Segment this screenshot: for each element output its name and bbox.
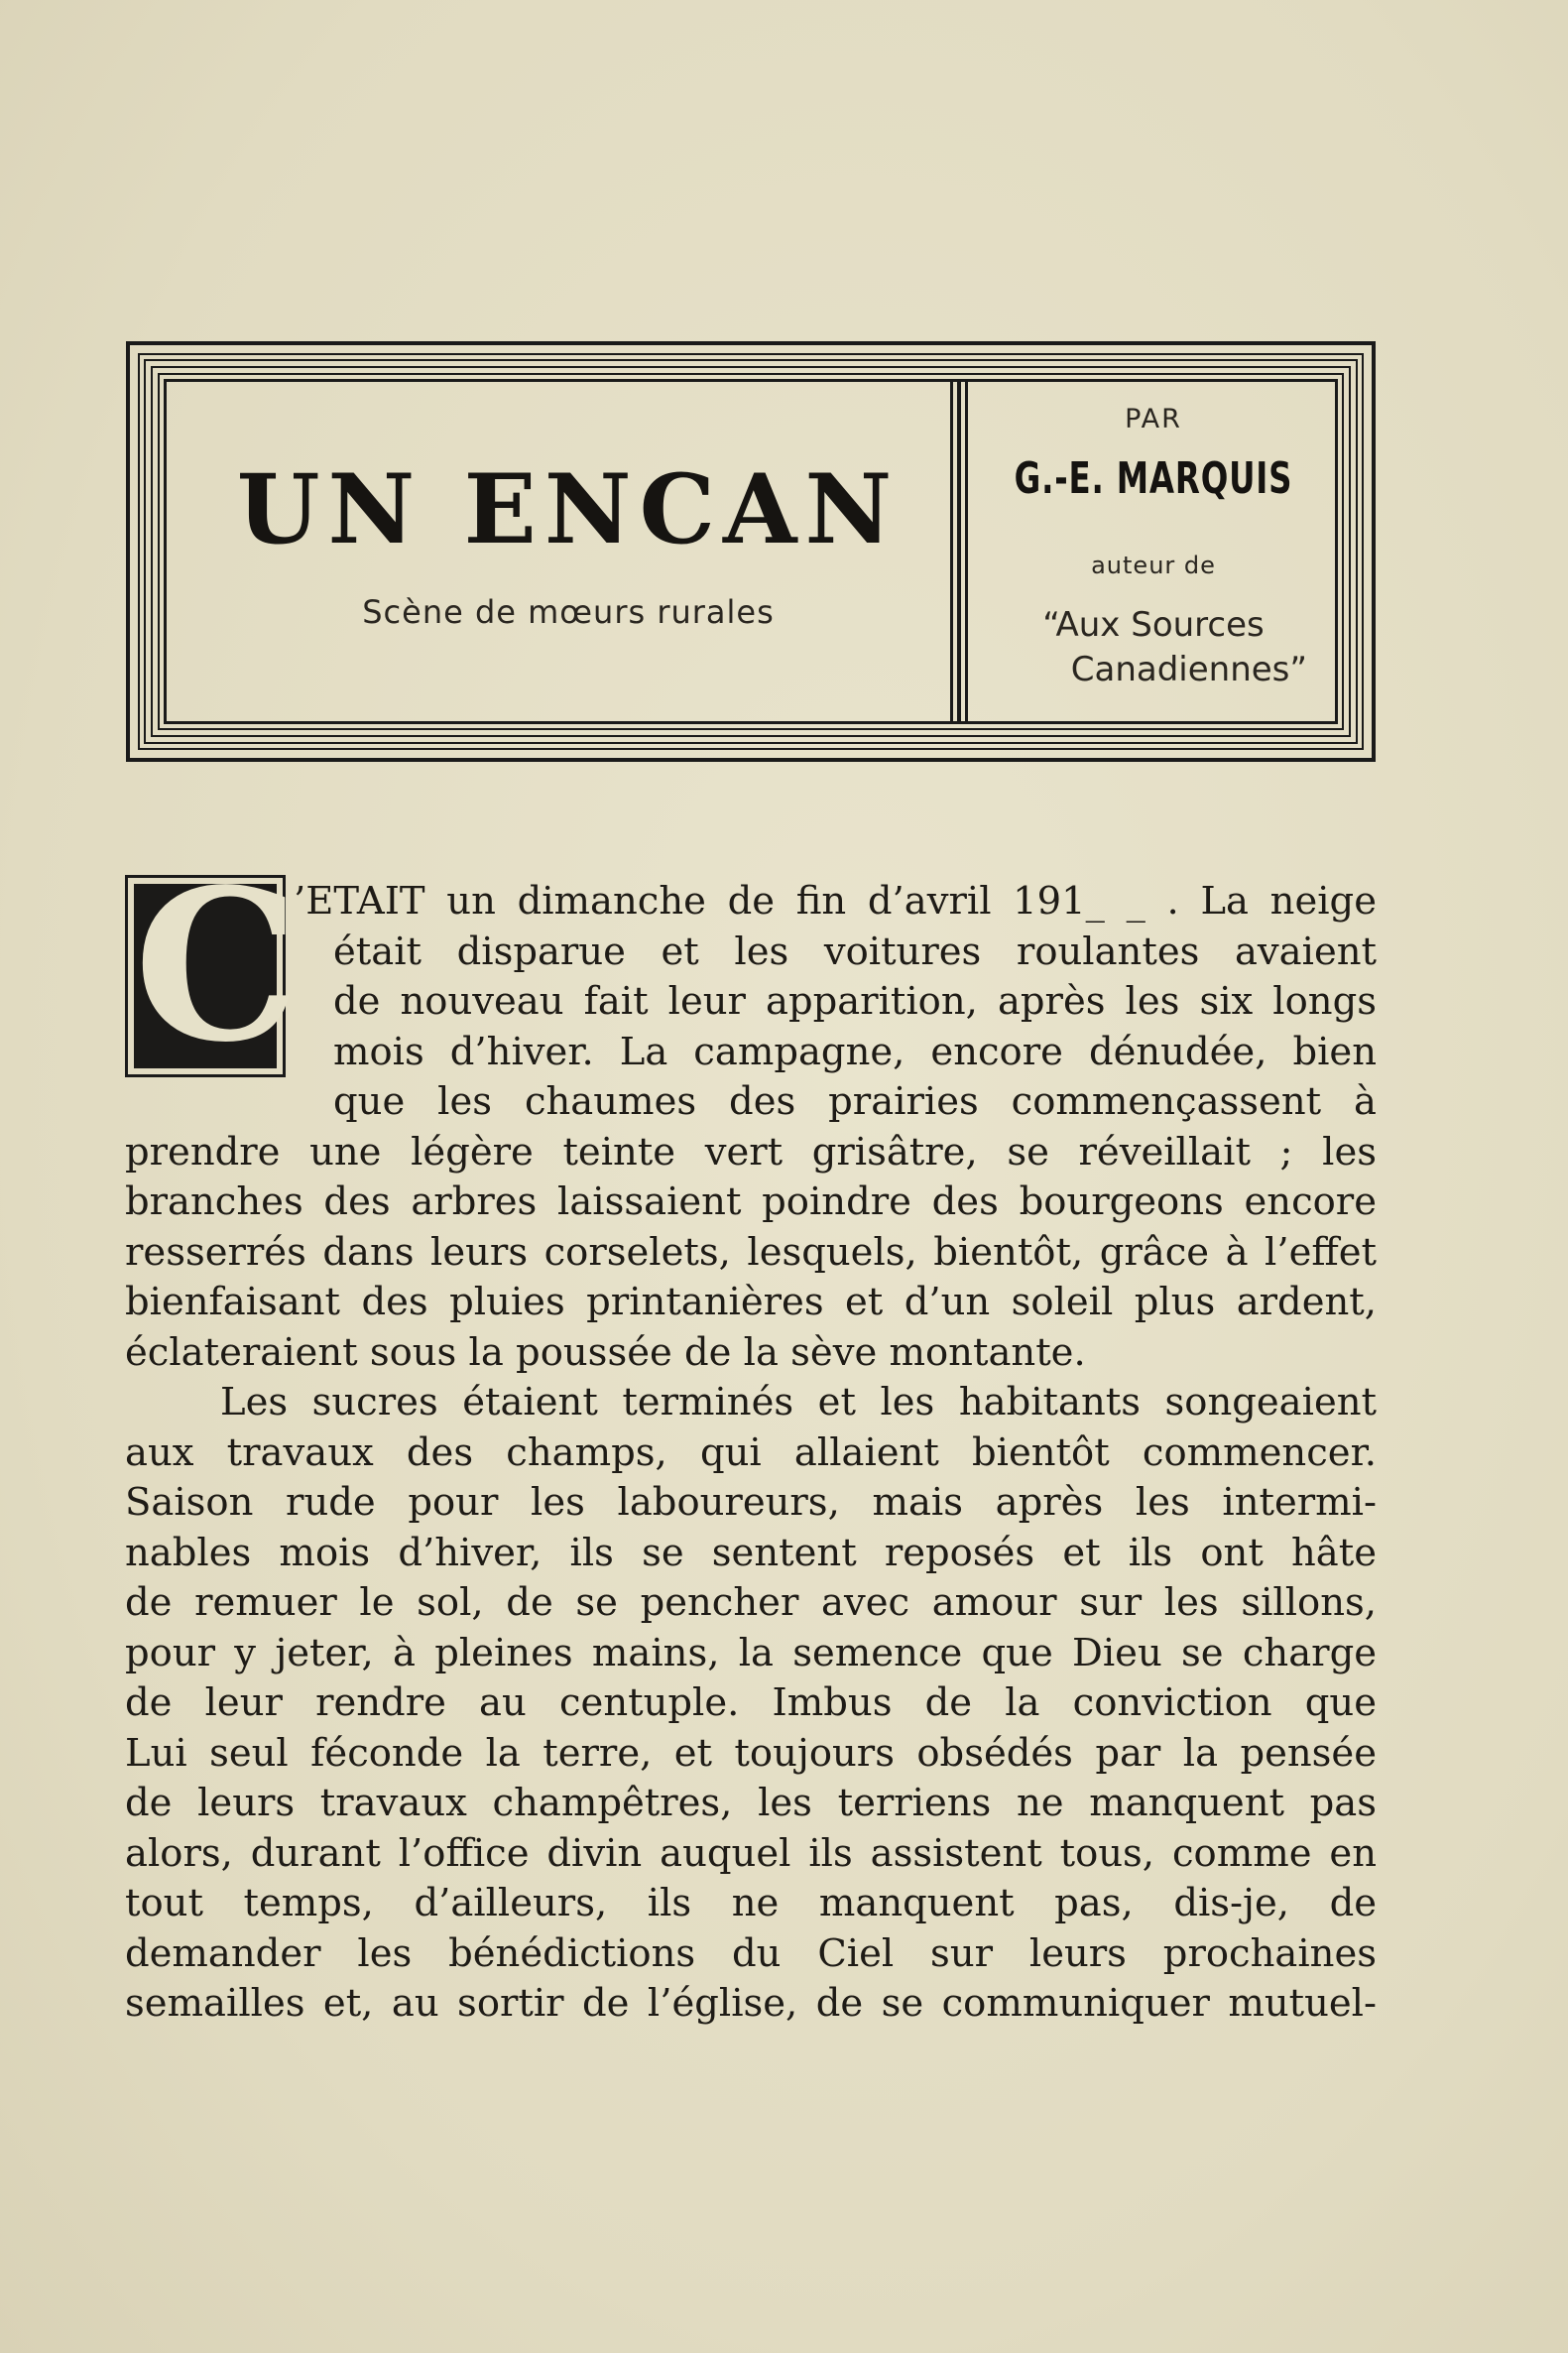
text-line: branches des arbres laissaient poindre des bourgeons encore bbox=[125, 1179, 1377, 1224]
text-line: nables mois d’hiver, ils se sentent reposés et ils ont hâte bbox=[125, 1530, 1377, 1575]
text-line: de remuer le sol, de se pencher avec amour sur les sillons, bbox=[125, 1580, 1377, 1625]
book-title-line-1: “Aux Sources bbox=[1042, 605, 1265, 645]
text-line: pour y jeter, à pleines mains, la semence que Dieu se charge bbox=[125, 1630, 1377, 1675]
text-line: prendre une légère teinte vert grisâtre, se réveillait ; les bbox=[125, 1129, 1377, 1175]
text-line: Lui seul féconde la terre, et toujours obsédés par la pensée bbox=[125, 1730, 1377, 1776]
text-line: tout temps, d’ailleurs, ils ne manquent pas, dis-je, de bbox=[125, 1881, 1377, 1925]
text-line: bienfaisant des pluies printanières et d’un soleil plus ardent, bbox=[125, 1280, 1377, 1324]
text-line: mois d’hiver. La campagne, encore dénudée, bien bbox=[333, 1029, 1377, 1074]
article-subtitle: Scène de mœurs rurales bbox=[362, 593, 775, 631]
text-line: de leurs travaux champêtres, les terriens ne manquent pas bbox=[125, 1781, 1377, 1825]
article-body bbox=[125, 877, 1377, 2030]
text-line: demander les bénédictions du Ciel sur leurs prochaines bbox=[125, 1930, 1377, 1976]
paragraph-2 bbox=[125, 1378, 1377, 2030]
text-line: aux travaux des champs, qui allaient bientôt commencer. bbox=[125, 1429, 1377, 1475]
text-line: ’ETAIT un dimanche de fin d’avril 191_ _ . La neige bbox=[294, 879, 1377, 924]
text-line: semailles et, au sortir de l’église, de se communiquer mutuel- bbox=[125, 1981, 1377, 2026]
text-line: que les chaumes des prairies commençassent à bbox=[333, 1079, 1377, 1124]
drop-cap-letter: C bbox=[134, 843, 301, 1088]
text-line: alors, durant l’office divin auquel ils assistent tous, comme en bbox=[125, 1830, 1377, 1876]
byline-block bbox=[980, 382, 1327, 721]
byline-par: PAR bbox=[1125, 404, 1182, 434]
text-line: de nouveau fait leur apparition, après les six longs bbox=[333, 979, 1377, 1024]
author-name: G.-E. MARQUIS bbox=[1014, 453, 1293, 504]
column-divider bbox=[950, 382, 968, 721]
text-line: resserrés dans leurs corselets, lesquels, bientôt, grâce à l’effet bbox=[125, 1229, 1377, 1275]
text-line: Saison rude pour les laboureurs, mais après les intermi- bbox=[125, 1480, 1377, 1525]
text-line: de leur rendre au centuple. Imbus de la conviction que bbox=[125, 1680, 1377, 1725]
book-title-line-2: Canadiennes” bbox=[1070, 650, 1307, 689]
article-title: UN ENCAN bbox=[236, 453, 901, 565]
author-of-label: auteur de bbox=[1091, 552, 1216, 579]
text-line: éclateraient sous la poussée de la sève montante. bbox=[125, 1329, 1086, 1375]
paragraph-1 bbox=[125, 877, 1377, 1378]
text-line: était disparue et les voitures roulantes avaient bbox=[333, 929, 1377, 974]
title-frame bbox=[126, 341, 1376, 762]
text-line: Les sucres étaient terminés et les habitants songeaient bbox=[220, 1380, 1377, 1424]
frame-inner-box bbox=[164, 379, 1338, 724]
